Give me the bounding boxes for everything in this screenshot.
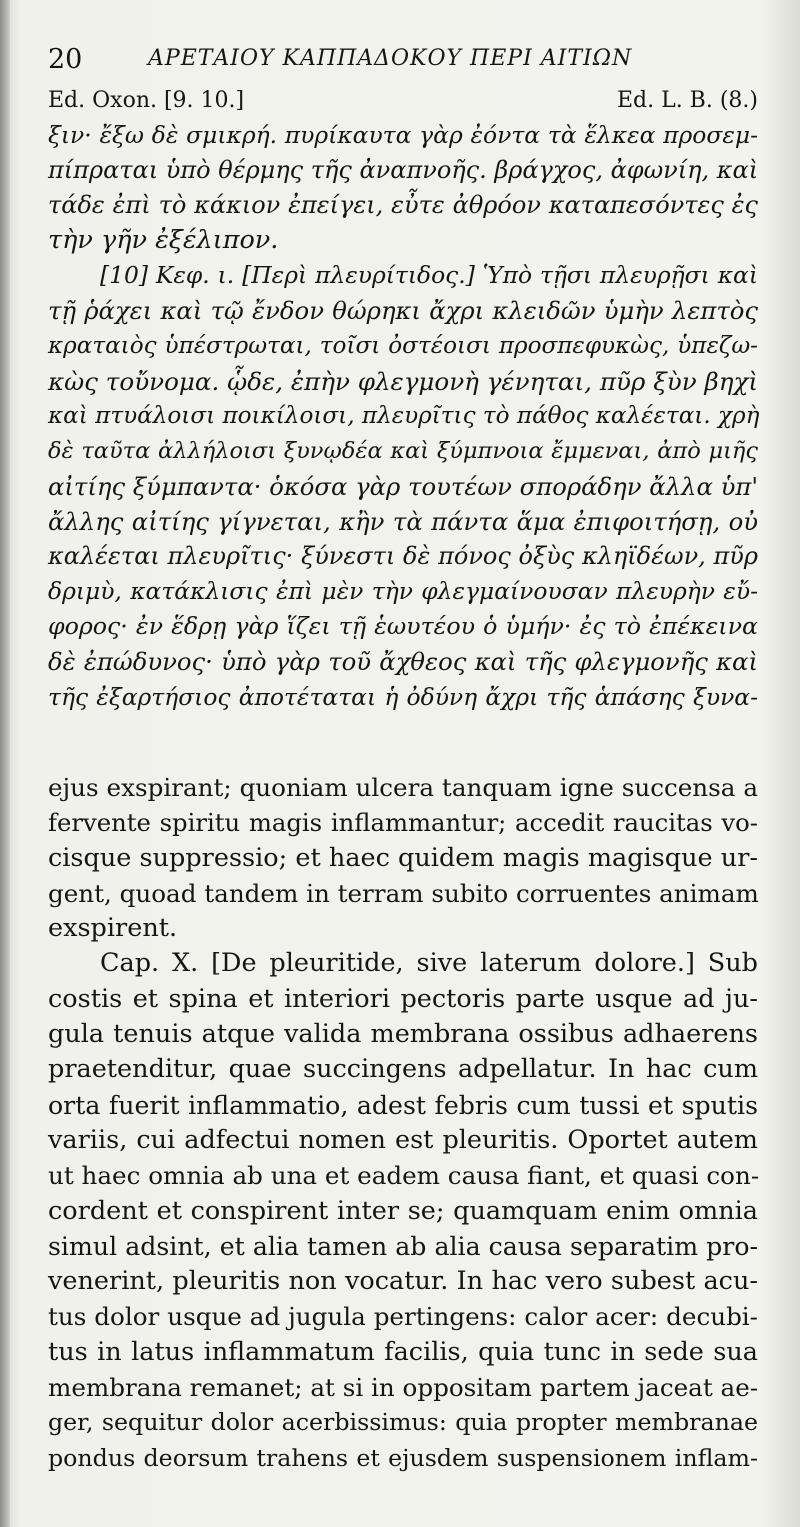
- greek-line: τάδε ἐπὶ τὸ κάκιον ἐπείγει, εὖτε ἀθρόον καταπεσόντες ἐς: [48, 191, 758, 220]
- latin-line: pondus deorsum trahens et ejusdem suspensionem inflam-: [48, 1443, 758, 1472]
- latin-line: gula tenuis atque valida membrana ossibus adhaerens: [48, 1019, 758, 1050]
- latin-line: fervente spiritu magis inflammantur; accedit raucitas vo-: [48, 808, 758, 838]
- latin-line: tus dolor usque ad jugula pertingens: calor acer: decubi-: [48, 1302, 758, 1332]
- greek-text-block: [48, 118, 758, 715]
- page-gutter-shadow: [0, 0, 10, 1527]
- greek-line: κὼς τοὔνομα. ᾧδε, ἐπὴν φλεγμονὴ γένηται, πῦρ ξὺν βηχὶ: [48, 366, 758, 396]
- greek-line: τῆς ἐξαρτήσιος ἀποτέταται ἡ ὀδύνη ἄχρι τῆς ἁπάσης ξυνα-: [48, 682, 758, 711]
- greek-line: φορος· ἐν ἕδρῃ γὰρ ἵζει τῇ ἑωυτέου ὁ ὑμήν· ἐς τὸ ἐπέκεινα: [48, 612, 758, 641]
- greek-line: κραταιὸς ὑπέστρωται, τοῖσι ὀστέοισι προσπεφυκὼς, ὑπεζω-: [48, 332, 758, 359]
- latin-line: variis, cui adfectui nomen est pleuritis. Oportet autem: [48, 1124, 758, 1155]
- latin-line: gent, quoad tandem in terram subito corruentes animam: [48, 878, 759, 908]
- greek-line: δριμὺ, κατάκλισις ἐπὶ μὲν τὴν φλεγμαίνουσαν πλευρὴν εὔ-: [48, 577, 758, 606]
- greek-line: καλέεται πλευρῖτις· ξύνεστι δὲ πόνος ὀξὺς κληϊδέων, πῦρ: [48, 542, 758, 571]
- latin-line: tus in latus inflammatum facilis, quia tunc in sede sua: [48, 1336, 758, 1367]
- latin-line: cordent et conspirent inter se; quamquam enim omnia: [48, 1195, 758, 1226]
- latin-line: praetenditur, quae succingens adpellatur. In hac cum: [48, 1054, 758, 1085]
- greek-line: ἄλλης αἰτίης γίγνεται, κἢν τὰ πάντα ἅμα ἐπιφοιτήσῃ, οὐ: [48, 507, 758, 537]
- greek-line: αἰτίης ξύμπαντα· ὁκόσα γὰρ τουτέων σποράδην ἄλλα ὑπ': [48, 471, 758, 501]
- latin-line: venerint, pleuritis non vocatur. In hac vero subest acu-: [48, 1266, 758, 1297]
- latin-text-block: [48, 770, 758, 1476]
- latin-line: exspirent.: [48, 913, 178, 944]
- latin-line: ger, sequitur dolor acerbissimus: quia propter membranae: [48, 1408, 758, 1437]
- latin-line: orta fuerit inflammatio, adest febris cum tussi et sputis: [48, 1090, 758, 1120]
- latin-line: membrana remanet; at si in oppositam partem jaceat ae-: [48, 1373, 759, 1403]
- latin-line: ejus exspirant; quoniam ulcera tanquam igne succensa a: [48, 773, 758, 802]
- greek-chapter-heading-line: [10] Κεφ. ι. [Περὶ πλευρίτιδος.] Ὑπὸ τῇσι πλευρῇσι καὶ: [100, 261, 758, 290]
- edition-lb-ref: Ed. L. B. (8.): [616, 88, 758, 113]
- latin-chapter-heading-line: Cap. X. [De pleuritide, sive laterum dolore.] Sub: [100, 948, 758, 979]
- greek-line: ξιν· ἔξω δὲ σμικρή. πυρίκαυτα γὰρ ἐόντα τὰ ἕλκεα προσεμ-: [48, 121, 758, 149]
- latin-line: cisque suppressio; et haec quidem magis magisque ur-: [48, 842, 758, 873]
- greek-line: πίπραται ὑπὸ θέρμης τῆς ἀναπνοῆς. βράγχος, ἀφωνίη, καὶ: [48, 156, 759, 185]
- greek-line: τὴν γῆν ἐξέλιπον.: [48, 225, 279, 256]
- page-number: 20: [48, 44, 83, 75]
- greek-line: δὲ ἐπώδυνος· ὑπὸ γὰρ τοῦ ἄχθεος καὶ τῆς φλεγμονῆς καὶ: [48, 647, 758, 677]
- latin-line: ut haec omnia ab una et eadem causa fiant, et quasi con-: [48, 1161, 760, 1191]
- edition-oxon-ref: Ed. Oxon. [9. 10.]: [48, 88, 245, 113]
- greek-line: τῇ ῥάχει καὶ τῷ ἔνδον θώρηκι ἄχρι κλειδῶν ὑμὴν λεπτὸς: [48, 296, 758, 326]
- latin-line: costis et spina et interiori pectoris parte usque ad ju-: [48, 983, 758, 1014]
- greek-line: δὲ ταῦτα ἀλλήλοισι ξυνῳδέα καὶ ξύμπνοια ἔμμεναι, ἀπὸ μιῆς: [48, 437, 758, 464]
- edition-reference-line: [48, 88, 758, 116]
- greek-line: καὶ πτυάλοισι ποικίλοισι, πλευρῖτις τὸ πάθος καλέεται. χρὴ: [48, 402, 760, 429]
- running-title: ΑΡΕΤΑΙΟΥ ΚΑΠΠΑΔΟΚΟΥ ΠΕΡΙ ΑΙΤΙΩΝ: [148, 46, 633, 71]
- latin-line: simul adsint, et alia tamen ab alia causa separatim pro-: [48, 1231, 758, 1261]
- page-header: [48, 40, 738, 80]
